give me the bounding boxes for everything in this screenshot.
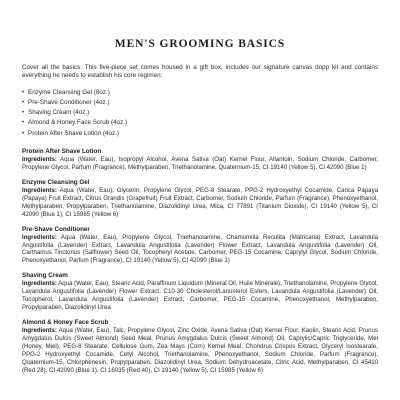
- bullet-icon: •: [22, 109, 25, 117]
- ingredients-list: Aqua (Water, Eau), Talc, Propylene Glycol, Zinc Oxide, Avena Sativa (Oat) Kernel Flour, Kaolin, Stearic Acid, Prunus Amygdalus Dulcis (Sweet Almond) Seed Meal, Prunus Amygdalus Dulcis (Sweet Almond) Oil, Caprylic/Capric Triglyceride, Mel (Honey, Miel), PEG-8 Stearate, Cellulose Gum, Zea Mays (Corn) Kernel Meal, Chondrus Crispus Extract, Glyceryl Isostearate, PPG-2 Hydroxyethyl Cocamide, Cetyl Alcohol, Triethanolamine, Phenoxyethanol, Sodium Chloride, Parfum (Fragrance), Quaternium-15, Chlorphenesin, Propylparaben, Diazolidinyl Urea, Sodium Dehydroacetate, Citric Acid, Methylparaben, CI 45410 (Red 28), CI 42090 (Blue 1), CI 16035 (Red 40), CI 19140 (Yellow 5), CI 15985 (Yellow 6): [22, 327, 378, 374]
- ingredients-list: Aqua (Water, Eau), Propylene Glycol, Triethanolamine, Chamomilla Recutita (Matricaria) Extract, Lavandula Angustifolia (Lavender) Extract, Lavandula Angustifolia (Lavender) Flower Extract, Lavandula Angustifolia (Lavender) Oil, Carthamus Tinctorius (Safflower) Seed Oil, Tocopheryl Acetate, Carbomer, PEG-15 Cocamine, Caprylyl Glycol, Sodium Chloride, Phenoxyethanol, Parfum (Fragrance), CI 19140 (Yellow 5), CI 42090 (Blue 1): [22, 233, 378, 265]
- list-item: [22, 98, 378, 108]
- ingredients-text: [22, 187, 378, 219]
- bullet-icon: •: [22, 129, 25, 137]
- section-heading: Shaving Cream: [22, 272, 68, 280]
- section-protein-after-shave-lotion: [22, 148, 378, 172]
- kit-contents-list: [22, 88, 378, 139]
- ingredients-list: Aqua (Water, Eau), Stearic Acid, Paraffinum Liquidum (Mineral Oil, Huile Minérale), Triethanolamine, Propylene Glycol, Lavandula Angustifolia (Lavender) Flower Extract, C10-30 Cholesterol/Lanosterol Esters, Lavandula Angustifolia (Lavender) Oil, Tocopherol, Lavandula Angustifolia (Lavender) Extract, Carbomer, PEG-15 Cocamine, Phenoxyethanol, Methylparaben, Propylparaben, Diazolidinyl Urea: [22, 280, 378, 312]
- ingredients-label: Ingredients:: [22, 327, 57, 335]
- ingredients-list: Aqua (Water, Eau), Glycerin, Propylene Glycol, PEG-8 Stearate, PPG-2 Hydroxyethyl Cocamide, Carica Papaya (Papaya) Fruit Extract, Citrus Grandis (Grapefruit) Fruit Extract, Carbomer, Sodium Chloride, Parfum (Fragrance), Phenoxyethanol, Methylparaben, Propylparaben, Triethanolamine, Diazolidinyl Urea, Mica, CI 77891 (Titanium Dioxide), CI 19140 (Yellow 5), CI 42090 (Blue 1), CI 15985 (Yellow 6): [22, 186, 378, 218]
- ingredients-label: Ingredients:: [22, 186, 57, 194]
- ingredients-label: Ingredients:: [22, 233, 57, 241]
- list-item-label: Pre-Shave Conditioner (4oz.): [28, 99, 110, 107]
- intro-paragraph: Cover all the basics. This five-piece set comes housed in a gift box, includes our signature canvas dopp kit and contains everything he needs to establish his core regimen:: [22, 64, 378, 80]
- bullet-icon: •: [22, 99, 25, 107]
- bullet-icon: •: [22, 88, 25, 96]
- section-heading: Protein After Shave Lotion: [22, 147, 102, 155]
- list-item: [22, 129, 378, 139]
- page-title: MEN'S GROOMING BASICS: [114, 38, 286, 50]
- list-item-label: Protein After Shave Lotion (4oz.): [28, 129, 120, 137]
- ingredients-label: Ingredients:: [22, 155, 57, 163]
- list-item: [22, 88, 378, 98]
- section-shaving-cream: [22, 272, 378, 312]
- ingredients-text: [22, 156, 378, 172]
- list-item: [22, 108, 378, 118]
- section-almond-honey-face-scrub: [22, 319, 378, 375]
- list-item-label: Almond & Honey Face Scrub (4oz.): [28, 119, 128, 127]
- ingredients-list: Aqua (Water, Eau), Isopropyl Alcohol, Avena Sativa (Oat) Kernel Flour, Allantoin, Sodium Chloride, Carbomer, Propylene Glycol, Parfum (Fragrance), Methylparaben, Triethanolamine, Quaternium-15, CI 19140 (Yellow 5), CI 42090 (Blue 1): [22, 155, 378, 171]
- list-item-label: Shaving Cream (4oz.): [28, 109, 90, 117]
- ingredients-text: [22, 280, 378, 312]
- bullet-icon: •: [22, 119, 25, 127]
- section-heading: Almond & Honey Face Scrub: [22, 319, 109, 327]
- list-item-label: Enzyme Cleansing Gel (8oz.): [28, 88, 110, 96]
- ingredients-text: [22, 234, 378, 266]
- section-heading: Pre-Shave Conditioner: [22, 225, 90, 233]
- section-heading: Enzyme Cleansing Gel: [22, 178, 90, 186]
- ingredients-label: Ingredients:: [22, 280, 57, 288]
- ingredients-text: [22, 327, 378, 375]
- section-enzyme-cleansing-gel: [22, 179, 378, 219]
- section-pre-shave-conditioner: [22, 226, 378, 266]
- list-item: [22, 118, 378, 128]
